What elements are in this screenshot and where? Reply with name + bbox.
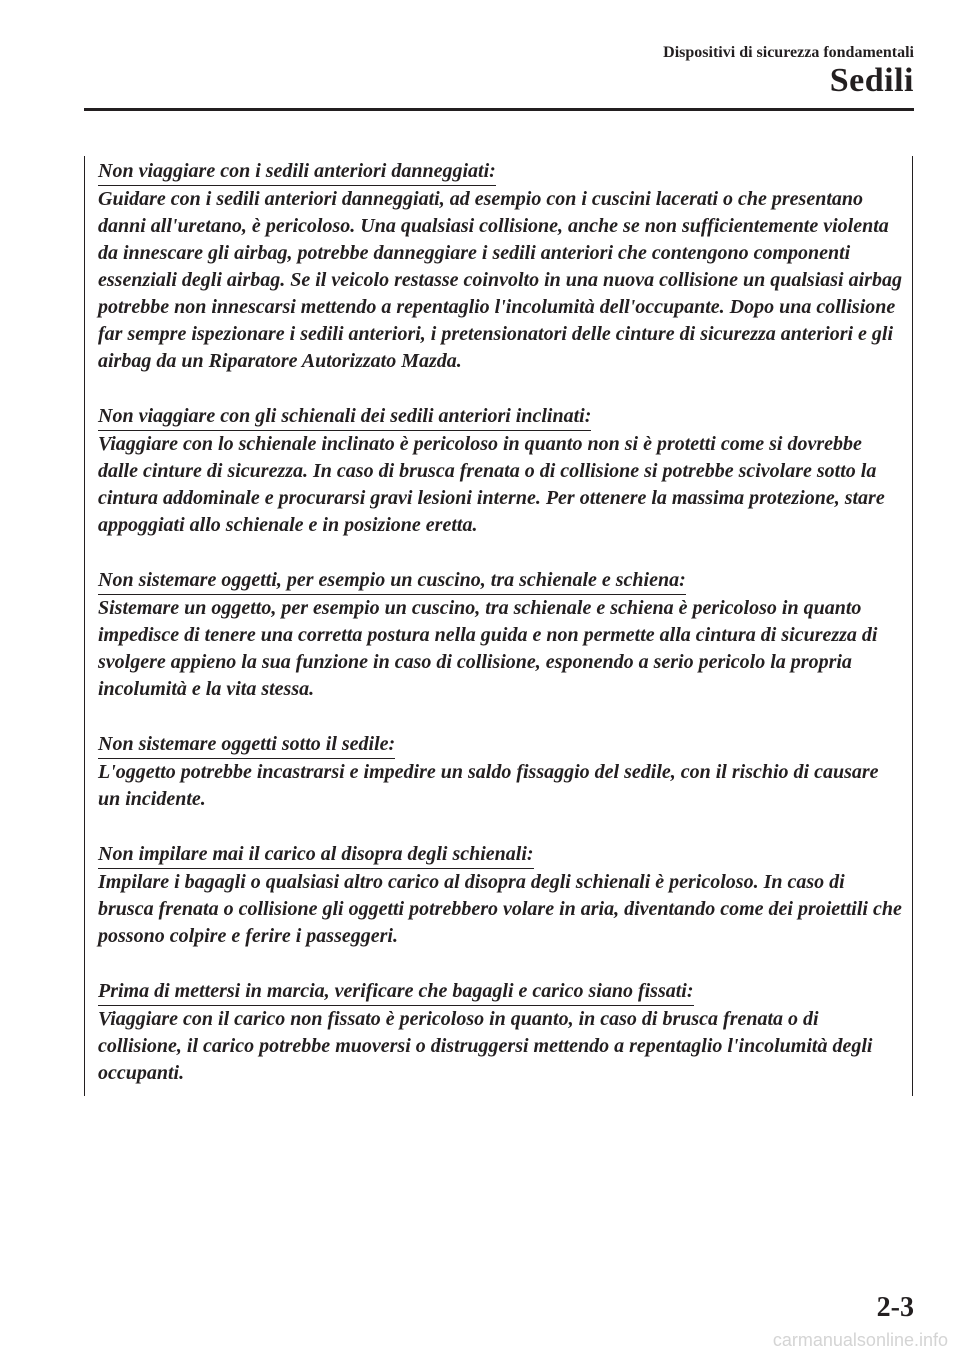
warning-heading: Prima di mettersi in marcia, verificare che bagagli e carico siano fissati:: [98, 978, 694, 1006]
watermark: carmanualsonline.info: [772, 1330, 948, 1350]
warning-heading: Non viaggiare con i sedili anteriori danneggiati:: [98, 158, 496, 186]
warning-section-stacked-cargo: [98, 841, 902, 950]
warning-box-left-rule: [84, 156, 85, 1096]
warning-section-damaged-seats: [98, 158, 902, 375]
warning-heading: Non sistemare oggetti, per esempio un cuscino, tra schienale e schiena:: [98, 567, 686, 595]
header-divider: [84, 108, 914, 111]
warning-text: Sistemare un oggetto, per esempio un cuscino, tra schienale e schiena è pericoloso in quanto impedisce di tenere una corretta postura nella guida e non permette alla cintura di sicurezza di svolgere appieno la sua funzione in caso di collisione, esponendo a serio pericolo la propria incolumità e la vita stessa.: [98, 597, 878, 700]
warning-text: Guidare con i sedili anteriori danneggiati, ad esempio con i cuscini lacerati o che presentano danni all'uretano, è pericoloso. Una qualsiasi collisione, anche se non sufficientemente violenta da innescare gli airbag, potrebbe danneggiare i sedili anteriori che contengono componenti essenziali degli airbag. Se il veicolo restasse coinvolto in una nuova collisione un qualsiasi airbag potrebbe non innescarsi mettendo a repentaglio l'incolumità dell'occupante. Dopo una collisione far sempre ispezionare i sedili anteriori, i pretensionatori delle cinture di sicurezza anteriori e gli airbag da un Riparatore Autorizzato Mazda.: [98, 188, 902, 372]
warning-heading: Non impilare mai il carico al disopra degli schienali:: [98, 841, 534, 869]
warning-heading: Non viaggiare con gli schienali dei sedili anteriori inclinati:: [98, 403, 591, 431]
warning-section-objects-under-seat: [98, 731, 902, 813]
warning-section-reclined-seatbacks: [98, 403, 902, 539]
warning-text: Viaggiare con lo schienale inclinato è pericoloso in quanto non si è protetti come si dovrebbe dalle cinture di sicurezza. In caso di brusca frenata o di collisione si potrebbe scivolare sotto la cintura addominale e procurarsi gravi lesioni interne. Per ottenere la massima protezione, stare appoggiati allo schienale e in posizione eretta.: [98, 433, 885, 536]
warning-text: Viaggiare con il carico non fissato è pericoloso in quanto, in caso di brusca frenata o di collisione, il carico potrebbe muoversi o distruggersi mettendo a repentaglio l'incolumità degli occupanti.: [98, 1008, 873, 1084]
chapter-title: Dispositivi di sicurezza fondamentali: [663, 44, 914, 61]
warning-box-right-rule: [912, 156, 913, 1096]
warning-text: L'oggetto potrebbe incastrarsi e impedire un saldo fissaggio del sedile, con il rischio di causare un incidente.: [98, 761, 879, 810]
page-title: Sedili: [829, 62, 914, 99]
warning-content: [98, 158, 902, 1115]
warning-text: Impilare i bagagli o qualsiasi altro carico al disopra degli schienali è pericoloso. In caso di brusca frenata o collisione gli oggetti potrebbero volare in aria, diventando come dei proiettili che possono colpire e ferire i passeggeri.: [98, 871, 902, 947]
warning-section-secure-cargo: [98, 978, 902, 1087]
warning-section-objects-behind-back: [98, 567, 902, 703]
warning-heading: Non sistemare oggetti sotto il sedile:: [98, 731, 395, 759]
page-number: 2-3: [876, 1292, 914, 1323]
